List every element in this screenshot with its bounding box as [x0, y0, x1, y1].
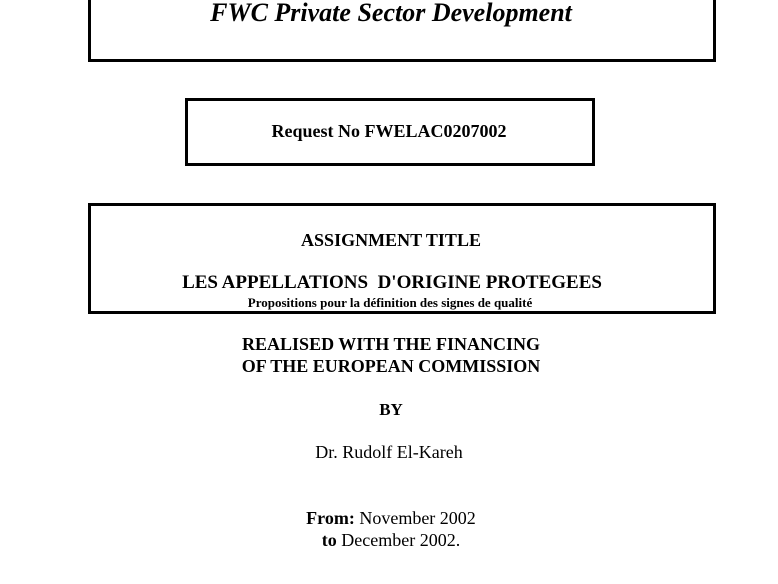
- period-from-value: November 2002: [354, 508, 476, 528]
- program-title: FWC Private Sector Development: [210, 0, 572, 27]
- by-label: BY: [379, 400, 403, 419]
- period-to-label: to: [321, 530, 337, 550]
- assignment-subtitle: Propositions pour la définition des signes de qualité: [247, 295, 533, 310]
- period-from: [2, 509, 778, 527]
- author-name: Dr. Rudolf El-Kareh: [315, 442, 463, 462]
- assignment-label: ASSIGNMENT TITLE: [301, 230, 481, 250]
- financing-line-1: REALISED WITH THE FINANCING: [242, 334, 540, 354]
- assignment-title: LES APPELLATIONS D'ORIGINE PROTEGEES: [182, 272, 602, 293]
- period-from-label: From:: [306, 508, 355, 528]
- period-to-value: December 2002.: [336, 530, 461, 550]
- request-number: Request No FWELAC0207002: [271, 121, 507, 141]
- period-to: [2, 531, 778, 549]
- financing-line-2: OF THE EUROPEAN COMMISSION: [241, 356, 541, 376]
